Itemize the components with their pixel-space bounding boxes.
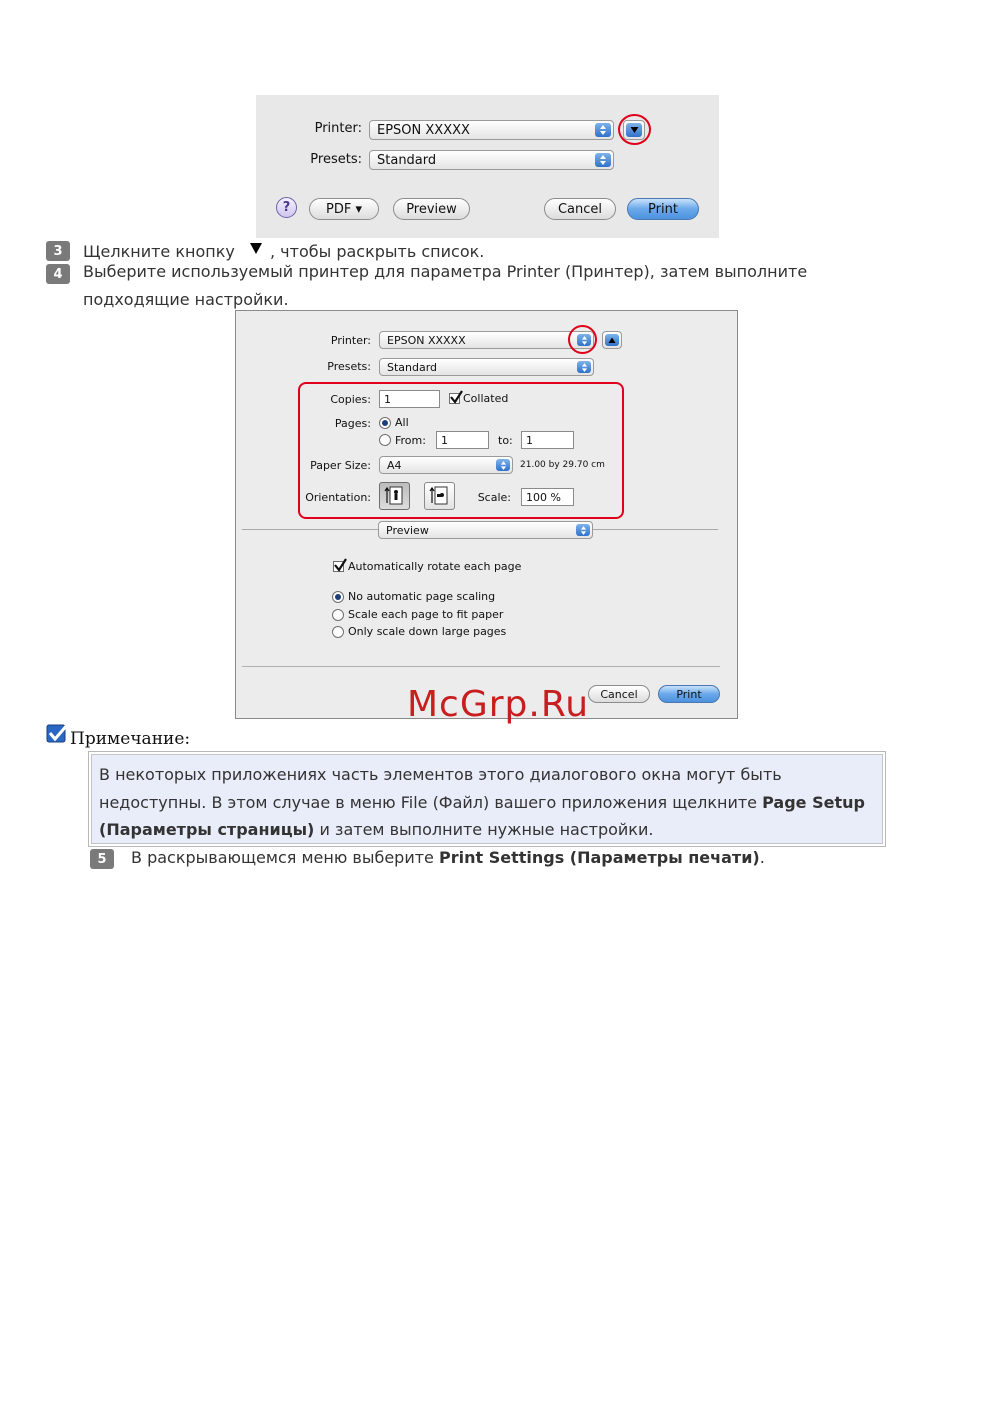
- scale-down-radio[interactable]: [332, 626, 344, 638]
- collated-checkbox[interactable]: [449, 393, 460, 404]
- disclosure-up-icon: [605, 334, 619, 346]
- orientation-label: Orientation:: [305, 491, 371, 504]
- copies-input[interactable]: [379, 390, 440, 408]
- presets-popup[interactable]: [379, 358, 594, 376]
- divider: [242, 666, 720, 667]
- presets-popup-value: Standard: [387, 360, 438, 374]
- watermark: McGrp.Ru: [407, 684, 590, 725]
- preview-button[interactable]: [393, 198, 470, 220]
- section-popup-value: Preview: [386, 523, 429, 537]
- preview-button-label: Preview: [406, 201, 457, 217]
- printer-label: Printer:: [330, 334, 371, 347]
- note-box: [88, 751, 886, 847]
- pdf-button[interactable]: [309, 198, 379, 220]
- cancel-button-label: Cancel: [600, 687, 638, 701]
- copies-label: Copies:: [330, 393, 371, 406]
- step-4-text-line2: подходящие настройки.: [83, 290, 289, 309]
- step-3-text-start: Щелкните кнопку: [83, 242, 235, 261]
- step-number-badge: 3: [46, 241, 70, 261]
- printer-popup[interactable]: [379, 331, 594, 349]
- step-number-badge: 5: [90, 849, 114, 869]
- paper-size-value: A4: [387, 458, 402, 472]
- print-button-label: Print: [648, 201, 678, 217]
- printer-label: Printer:: [314, 121, 362, 136]
- step-5-text: В раскрывающемся меню выберите Print Settings (Параметры печати).: [131, 848, 765, 867]
- note-text: В некоторых приложениях часть элементов этого диалогового окна могут быть недоступны. В этом случае в меню File (Файл) вашего приложения щелкните Page Setup (Параметры страницы) и затем выполните нужные настройки.: [91, 754, 883, 844]
- presets-popup[interactable]: [369, 150, 614, 170]
- copies-input-value: 1: [384, 392, 391, 406]
- presets-label: Presets:: [310, 152, 362, 167]
- pages-to-label: to:: [498, 434, 513, 447]
- landscape-orientation-button[interactable]: [424, 482, 455, 510]
- section-popup[interactable]: [378, 521, 593, 539]
- landscape-icon: [425, 483, 454, 509]
- printer-popup-value: EPSON XXXXX: [387, 333, 466, 347]
- checkmark-icon: [449, 390, 463, 404]
- print-button-label: Print: [676, 687, 702, 701]
- portrait-icon: [380, 483, 409, 509]
- print-dialog-expanded: [235, 310, 738, 719]
- updown-arrows-icon: [595, 153, 611, 167]
- scale-label: Scale:: [477, 491, 511, 504]
- help-icon: ?: [282, 200, 291, 215]
- scale-fit-label: Scale each page to fit paper: [348, 608, 504, 621]
- note-title: Примечание:: [70, 729, 191, 749]
- highlight-circle: [618, 114, 651, 145]
- no-scaling-label: No automatic page scaling: [348, 590, 496, 603]
- auto-rotate-checkbox[interactable]: [333, 561, 344, 572]
- no-scaling-radio[interactable]: [332, 591, 344, 603]
- pages-from-radio[interactable]: [379, 434, 391, 446]
- printer-popup[interactable]: [369, 120, 614, 140]
- cancel-button[interactable]: [588, 685, 650, 703]
- scale-input[interactable]: [521, 488, 574, 506]
- updown-arrows-icon: [496, 459, 510, 471]
- step-number-badge: 4: [46, 264, 70, 284]
- presets-popup-value: Standard: [377, 152, 437, 168]
- pages-all-label: All: [395, 416, 409, 429]
- scale-value: 100 %: [526, 490, 561, 504]
- paper-size-label: Paper Size:: [310, 459, 371, 472]
- to-page-input[interactable]: [521, 431, 574, 449]
- highlight-circle: [568, 325, 597, 354]
- presets-label: Presets:: [327, 360, 371, 373]
- pages-from-label: From:: [395, 434, 426, 447]
- updown-arrows-icon: [595, 123, 611, 137]
- from-page-input[interactable]: [436, 431, 489, 449]
- scale-fit-radio[interactable]: [332, 609, 344, 621]
- printer-popup-value: EPSON XXXXX: [377, 122, 470, 138]
- step-4-text-line1: Выберите используемый принтер для параметра Printer (Принтер), затем выполните: [83, 262, 808, 281]
- from-page-value: 1: [441, 433, 448, 447]
- paper-dimensions: 21.00 by 29.70 cm: [520, 460, 605, 470]
- collated-label: Collated: [463, 392, 509, 405]
- updown-arrows-icon: [576, 524, 590, 536]
- pages-label: Pages:: [334, 417, 371, 430]
- checkmark-icon: [333, 558, 347, 572]
- paper-size-popup[interactable]: [379, 456, 513, 474]
- step-3-text-end: , чтобы раскрыть список.: [270, 242, 485, 261]
- pdf-button-label: PDF ▾: [326, 201, 362, 217]
- help-button[interactable]: [276, 197, 297, 218]
- auto-rotate-label: Automatically rotate each page: [348, 560, 522, 573]
- cancel-button[interactable]: [544, 198, 616, 220]
- pages-all-radio[interactable]: [379, 417, 391, 429]
- print-dialog-collapsed: [256, 95, 719, 238]
- collapse-dialog-button[interactable]: [602, 331, 622, 349]
- updown-arrows-icon: [577, 361, 591, 373]
- cancel-button-label: Cancel: [557, 201, 603, 217]
- disclosure-down-icon: [249, 240, 263, 259]
- portrait-orientation-button[interactable]: [379, 482, 410, 510]
- scale-down-label: Only scale down large pages: [348, 625, 507, 638]
- print-button[interactable]: [658, 685, 720, 703]
- note-check-icon: [46, 722, 70, 748]
- to-page-value: 1: [526, 433, 533, 447]
- print-button[interactable]: [627, 198, 699, 220]
